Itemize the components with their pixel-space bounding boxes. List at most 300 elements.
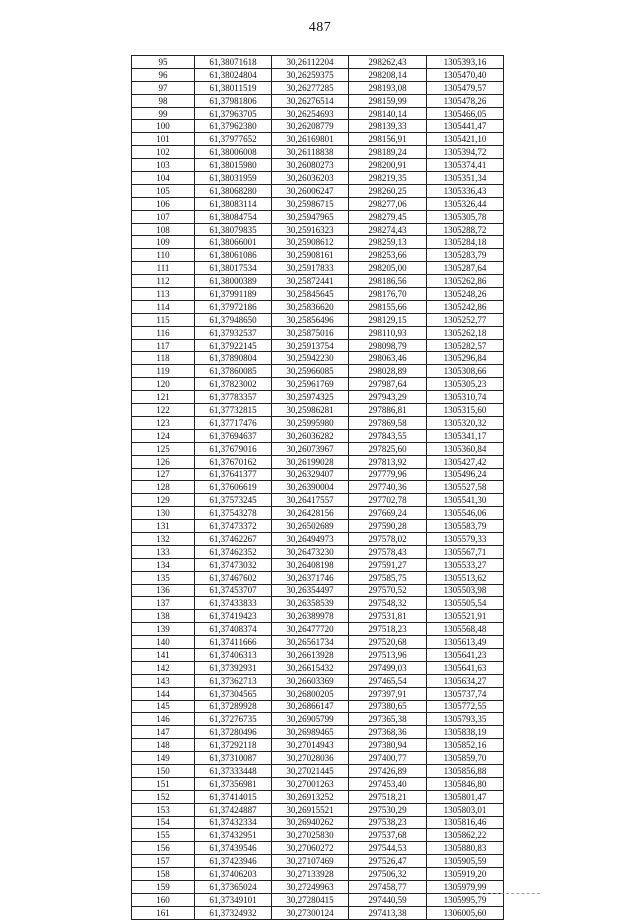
x-coordinate-cell: 298139,33	[349, 120, 427, 133]
longitude-cell: 30,26036203	[272, 172, 349, 185]
longitude-cell: 30,26800205	[272, 687, 349, 700]
latitude-cell: 61,37462267	[195, 532, 272, 545]
point-number-cell: 111	[132, 262, 195, 275]
y-coordinate-cell: 1305262,86	[427, 275, 504, 288]
x-coordinate-cell: 297943,29	[349, 391, 427, 404]
y-coordinate-cell: 1305496,24	[427, 468, 504, 481]
y-coordinate-cell: 1305567,71	[427, 545, 504, 558]
table-row	[132, 507, 504, 520]
point-number-cell: 122	[132, 404, 195, 417]
point-number-cell: 123	[132, 416, 195, 429]
latitude-cell: 61,37414015	[195, 790, 272, 803]
point-number-cell: 96	[132, 68, 195, 81]
x-coordinate-cell: 297548,32	[349, 597, 427, 610]
x-coordinate-cell: 298208,14	[349, 68, 427, 81]
y-coordinate-cell: 1305641,63	[427, 661, 504, 674]
y-coordinate-cell: 1305305,23	[427, 378, 504, 391]
y-coordinate-cell: 1305283,79	[427, 249, 504, 262]
y-coordinate-cell: 1305862,22	[427, 829, 504, 842]
latitude-cell: 61,37963705	[195, 107, 272, 120]
latitude-cell: 61,38011519	[195, 81, 272, 94]
y-coordinate-cell: 1305856,88	[427, 764, 504, 777]
point-number-cell: 109	[132, 236, 195, 249]
table-row	[132, 249, 504, 262]
y-coordinate-cell: 1305315,60	[427, 404, 504, 417]
latitude-cell: 61,37333448	[195, 764, 272, 777]
table-row	[132, 790, 504, 803]
y-coordinate-cell: 1305320,32	[427, 416, 504, 429]
longitude-cell: 30,26199028	[272, 455, 349, 468]
x-coordinate-cell: 298186,56	[349, 275, 427, 288]
y-coordinate-cell: 1305394,72	[427, 146, 504, 159]
longitude-cell: 30,26389978	[272, 610, 349, 623]
y-coordinate-cell: 1305282,57	[427, 339, 504, 352]
table-row	[132, 365, 504, 378]
longitude-cell: 30,26603369	[272, 674, 349, 687]
y-coordinate-cell: 1305421,10	[427, 133, 504, 146]
latitude-cell: 61,37423946	[195, 855, 272, 868]
latitude-cell: 61,37679016	[195, 442, 272, 455]
latitude-cell: 61,37717476	[195, 416, 272, 429]
longitude-cell: 30,26477720	[272, 623, 349, 636]
latitude-cell: 61,37694637	[195, 429, 272, 442]
y-coordinate-cell: 1305919,20	[427, 868, 504, 881]
longitude-cell: 30,27028036	[272, 752, 349, 765]
x-coordinate-cell: 297397,91	[349, 687, 427, 700]
y-coordinate-cell: 1305242,86	[427, 300, 504, 313]
table-row	[132, 610, 504, 623]
point-number-cell: 100	[132, 120, 195, 133]
longitude-cell: 30,26254693	[272, 107, 349, 120]
longitude-cell: 30,26615432	[272, 661, 349, 674]
longitude-cell: 30,27001263	[272, 777, 349, 790]
x-coordinate-cell: 297380,94	[349, 739, 427, 752]
y-coordinate-cell: 1305816,46	[427, 816, 504, 829]
y-coordinate-cell: 1305478,26	[427, 94, 504, 107]
y-coordinate-cell: 1305503,98	[427, 584, 504, 597]
x-coordinate-cell: 297702,78	[349, 494, 427, 507]
y-coordinate-cell: 1305287,64	[427, 262, 504, 275]
x-coordinate-cell: 297843,55	[349, 429, 427, 442]
longitude-cell: 30,26915521	[272, 803, 349, 816]
point-number-cell: 157	[132, 855, 195, 868]
point-number-cell: 119	[132, 365, 195, 378]
table-row	[132, 752, 504, 765]
latitude-cell: 61,38061086	[195, 249, 272, 262]
table-row	[132, 300, 504, 313]
x-coordinate-cell: 298219,35	[349, 172, 427, 185]
longitude-cell: 30,25917833	[272, 262, 349, 275]
x-coordinate-cell: 297538,23	[349, 816, 427, 829]
y-coordinate-cell: 1305613,49	[427, 636, 504, 649]
latitude-cell: 61,37349101	[195, 893, 272, 906]
y-coordinate-cell: 1305284,18	[427, 236, 504, 249]
longitude-cell: 30,26913252	[272, 790, 349, 803]
x-coordinate-cell: 298110,93	[349, 326, 427, 339]
x-coordinate-cell: 297499,03	[349, 661, 427, 674]
longitude-cell: 30,26277285	[272, 81, 349, 94]
table-row	[132, 726, 504, 739]
table-row	[132, 262, 504, 275]
longitude-cell: 30,26408198	[272, 558, 349, 571]
latitude-cell: 61,38071618	[195, 56, 272, 69]
latitude-cell: 61,37473372	[195, 520, 272, 533]
y-coordinate-cell: 1305374,41	[427, 159, 504, 172]
point-number-cell: 148	[132, 739, 195, 752]
point-number-cell: 117	[132, 339, 195, 352]
y-coordinate-cell: 1305336,43	[427, 184, 504, 197]
x-coordinate-cell: 298262,43	[349, 56, 427, 69]
y-coordinate-cell: 1305505,54	[427, 597, 504, 610]
x-coordinate-cell: 298205,00	[349, 262, 427, 275]
latitude-cell: 61,37932537	[195, 326, 272, 339]
point-number-cell: 160	[132, 893, 195, 906]
y-coordinate-cell: 1305541,30	[427, 494, 504, 507]
latitude-cell: 61,37473032	[195, 558, 272, 571]
point-number-cell: 141	[132, 648, 195, 661]
longitude-cell: 30,25986715	[272, 197, 349, 210]
x-coordinate-cell: 298277,06	[349, 197, 427, 210]
table-row	[132, 494, 504, 507]
y-coordinate-cell: 1305310,74	[427, 391, 504, 404]
longitude-cell: 30,26259375	[272, 68, 349, 81]
x-coordinate-cell: 297513,96	[349, 648, 427, 661]
latitude-cell: 61,38000389	[195, 275, 272, 288]
table-row	[132, 107, 504, 120]
y-coordinate-cell: 1305838,19	[427, 726, 504, 739]
longitude-cell: 30,26112204	[272, 56, 349, 69]
table-row	[132, 532, 504, 545]
longitude-cell: 30,25845645	[272, 288, 349, 301]
table-row	[132, 68, 504, 81]
table-row	[132, 210, 504, 223]
longitude-cell: 30,25875016	[272, 326, 349, 339]
x-coordinate-cell: 297869,58	[349, 416, 427, 429]
point-number-cell: 156	[132, 842, 195, 855]
page-edge-mark	[480, 893, 540, 894]
latitude-cell: 61,37392931	[195, 661, 272, 674]
point-number-cell: 118	[132, 352, 195, 365]
point-number-cell: 143	[132, 674, 195, 687]
longitude-cell: 30,27249963	[272, 881, 349, 894]
table-row	[132, 352, 504, 365]
latitude-cell: 61,38015980	[195, 159, 272, 172]
table-row	[132, 713, 504, 726]
table-row	[132, 339, 504, 352]
y-coordinate-cell: 1305248,26	[427, 288, 504, 301]
x-coordinate-cell: 298140,14	[349, 107, 427, 120]
point-number-cell: 145	[132, 700, 195, 713]
y-coordinate-cell: 1305305,78	[427, 210, 504, 223]
y-coordinate-cell: 1305793,35	[427, 713, 504, 726]
latitude-cell: 61,38066001	[195, 236, 272, 249]
table-row	[132, 648, 504, 661]
latitude-cell: 61,37641377	[195, 468, 272, 481]
longitude-cell: 30,27280415	[272, 893, 349, 906]
point-number-cell: 102	[132, 146, 195, 159]
point-number-cell: 144	[132, 687, 195, 700]
y-coordinate-cell: 1305641,23	[427, 648, 504, 661]
latitude-cell: 61,37573245	[195, 494, 272, 507]
x-coordinate-cell: 297578,43	[349, 545, 427, 558]
x-coordinate-cell: 297368,36	[349, 726, 427, 739]
point-number-cell: 108	[132, 223, 195, 236]
y-coordinate-cell: 1305634,27	[427, 674, 504, 687]
latitude-cell: 61,37543278	[195, 507, 272, 520]
point-number-cell: 110	[132, 249, 195, 262]
point-number-cell: 132	[132, 532, 195, 545]
longitude-cell: 30,25974325	[272, 391, 349, 404]
latitude-cell: 61,37972186	[195, 300, 272, 313]
longitude-cell: 30,25947965	[272, 210, 349, 223]
point-number-cell: 152	[132, 790, 195, 803]
table-row	[132, 700, 504, 713]
latitude-cell: 61,37823002	[195, 378, 272, 391]
table-row	[132, 326, 504, 339]
table-row	[132, 739, 504, 752]
point-number-cell: 155	[132, 829, 195, 842]
x-coordinate-cell: 297518,23	[349, 623, 427, 636]
x-coordinate-cell: 297530,29	[349, 803, 427, 816]
table-row	[132, 172, 504, 185]
x-coordinate-cell: 297987,64	[349, 378, 427, 391]
point-number-cell: 98	[132, 94, 195, 107]
x-coordinate-cell: 297400,77	[349, 752, 427, 765]
y-coordinate-cell: 1305880,83	[427, 842, 504, 855]
longitude-cell: 30,25856496	[272, 313, 349, 326]
table-row	[132, 906, 504, 919]
x-coordinate-cell: 298279,45	[349, 210, 427, 223]
longitude-cell: 30,26208779	[272, 120, 349, 133]
table-row	[132, 816, 504, 829]
longitude-cell: 30,25872441	[272, 275, 349, 288]
x-coordinate-cell: 297544,53	[349, 842, 427, 855]
table-row	[132, 133, 504, 146]
table-row	[132, 893, 504, 906]
latitude-cell: 61,37365024	[195, 881, 272, 894]
point-number-cell: 120	[132, 378, 195, 391]
point-number-cell: 127	[132, 468, 195, 481]
y-coordinate-cell: 1305326,44	[427, 197, 504, 210]
y-coordinate-cell: 1305737,74	[427, 687, 504, 700]
point-number-cell: 151	[132, 777, 195, 790]
point-number-cell: 142	[132, 661, 195, 674]
point-number-cell: 136	[132, 584, 195, 597]
x-coordinate-cell: 297591,27	[349, 558, 427, 571]
table-row	[132, 429, 504, 442]
point-number-cell: 107	[132, 210, 195, 223]
y-coordinate-cell: 1305296,84	[427, 352, 504, 365]
longitude-cell: 30,26358539	[272, 597, 349, 610]
table-row	[132, 545, 504, 558]
latitude-cell: 61,38068280	[195, 184, 272, 197]
y-coordinate-cell: 1305995,79	[427, 893, 504, 906]
table-row	[132, 416, 504, 429]
coordinates-table	[131, 55, 504, 920]
latitude-cell: 61,37890804	[195, 352, 272, 365]
latitude-cell: 61,37922145	[195, 339, 272, 352]
point-number-cell: 150	[132, 764, 195, 777]
longitude-cell: 30,27300124	[272, 906, 349, 919]
y-coordinate-cell: 1305351,34	[427, 172, 504, 185]
latitude-cell: 61,37280496	[195, 726, 272, 739]
point-number-cell: 139	[132, 623, 195, 636]
point-number-cell: 129	[132, 494, 195, 507]
latitude-cell: 61,37977652	[195, 133, 272, 146]
point-number-cell: 121	[132, 391, 195, 404]
x-coordinate-cell: 297413,38	[349, 906, 427, 919]
table-row	[132, 223, 504, 236]
x-coordinate-cell: 297426,89	[349, 764, 427, 777]
table-row	[132, 442, 504, 455]
x-coordinate-cell: 297518,21	[349, 790, 427, 803]
y-coordinate-cell: 1305360,84	[427, 442, 504, 455]
x-coordinate-cell: 297585,75	[349, 571, 427, 584]
y-coordinate-cell: 1305479,57	[427, 81, 504, 94]
longitude-cell: 30,25986281	[272, 404, 349, 417]
latitude-cell: 61,38083114	[195, 197, 272, 210]
latitude-cell: 61,38006008	[195, 146, 272, 159]
point-number-cell: 105	[132, 184, 195, 197]
point-number-cell: 113	[132, 288, 195, 301]
x-coordinate-cell: 297458,77	[349, 881, 427, 894]
y-coordinate-cell: 1305546,06	[427, 507, 504, 520]
x-coordinate-cell: 298253,66	[349, 249, 427, 262]
longitude-cell: 30,27133928	[272, 868, 349, 881]
x-coordinate-cell: 298200,91	[349, 159, 427, 172]
point-number-cell: 99	[132, 107, 195, 120]
table-row	[132, 584, 504, 597]
y-coordinate-cell: 1305859,70	[427, 752, 504, 765]
table-row	[132, 855, 504, 868]
table-row	[132, 391, 504, 404]
y-coordinate-cell: 1305441,47	[427, 120, 504, 133]
table-row	[132, 520, 504, 533]
point-number-cell: 130	[132, 507, 195, 520]
x-coordinate-cell: 298159,99	[349, 94, 427, 107]
y-coordinate-cell: 1305513,62	[427, 571, 504, 584]
table-row	[132, 120, 504, 133]
longitude-cell: 30,26006247	[272, 184, 349, 197]
latitude-cell: 61,38084754	[195, 210, 272, 223]
table-row	[132, 184, 504, 197]
point-number-cell: 161	[132, 906, 195, 919]
longitude-cell: 30,25966085	[272, 365, 349, 378]
y-coordinate-cell: 1305579,33	[427, 532, 504, 545]
latitude-cell: 61,37289928	[195, 700, 272, 713]
y-coordinate-cell: 1305905,59	[427, 855, 504, 868]
x-coordinate-cell: 298274,43	[349, 223, 427, 236]
point-number-cell: 115	[132, 313, 195, 326]
longitude-cell: 30,26940262	[272, 816, 349, 829]
y-coordinate-cell: 1305288,72	[427, 223, 504, 236]
table-row	[132, 481, 504, 494]
y-coordinate-cell: 1305583,79	[427, 520, 504, 533]
table-row	[132, 803, 504, 816]
x-coordinate-cell: 297365,38	[349, 713, 427, 726]
y-coordinate-cell: 1305979,99	[427, 881, 504, 894]
x-coordinate-cell: 297813,92	[349, 455, 427, 468]
y-coordinate-cell: 1305470,40	[427, 68, 504, 81]
y-coordinate-cell: 1305533,27	[427, 558, 504, 571]
longitude-cell: 30,25836620	[272, 300, 349, 313]
y-coordinate-cell: 1305803,01	[427, 803, 504, 816]
x-coordinate-cell: 297380,65	[349, 700, 427, 713]
x-coordinate-cell: 297886,81	[349, 404, 427, 417]
point-number-cell: 114	[132, 300, 195, 313]
y-coordinate-cell: 1305521,91	[427, 610, 504, 623]
x-coordinate-cell: 298028,89	[349, 365, 427, 378]
x-coordinate-cell: 298260,25	[349, 184, 427, 197]
x-coordinate-cell: 297578,02	[349, 532, 427, 545]
longitude-cell: 30,26473230	[272, 545, 349, 558]
longitude-cell: 30,25908161	[272, 249, 349, 262]
x-coordinate-cell: 298063,46	[349, 352, 427, 365]
longitude-cell: 30,26118838	[272, 146, 349, 159]
table-row	[132, 764, 504, 777]
longitude-cell: 30,26428156	[272, 507, 349, 520]
longitude-cell: 30,25908612	[272, 236, 349, 249]
y-coordinate-cell: 1306005,60	[427, 906, 504, 919]
latitude-cell: 61,37406203	[195, 868, 272, 881]
longitude-cell: 30,25916323	[272, 223, 349, 236]
table-row	[132, 288, 504, 301]
longitude-cell: 30,25913754	[272, 339, 349, 352]
table-row	[132, 636, 504, 649]
latitude-cell: 61,37304565	[195, 687, 272, 700]
y-coordinate-cell: 1305262,18	[427, 326, 504, 339]
x-coordinate-cell: 298156,91	[349, 133, 427, 146]
table-row	[132, 868, 504, 881]
table-row	[132, 558, 504, 571]
point-number-cell: 128	[132, 481, 195, 494]
table-row	[132, 571, 504, 584]
table-row	[132, 275, 504, 288]
longitude-cell: 30,25995980	[272, 416, 349, 429]
y-coordinate-cell: 1305427,42	[427, 455, 504, 468]
y-coordinate-cell: 1305846,80	[427, 777, 504, 790]
point-number-cell: 138	[132, 610, 195, 623]
longitude-cell: 30,27060272	[272, 842, 349, 855]
point-number-cell: 158	[132, 868, 195, 881]
latitude-cell: 61,37432951	[195, 829, 272, 842]
y-coordinate-cell: 1305341,17	[427, 429, 504, 442]
table-row	[132, 81, 504, 94]
x-coordinate-cell: 297526,47	[349, 855, 427, 868]
latitude-cell: 61,37356981	[195, 777, 272, 790]
table-row	[132, 842, 504, 855]
latitude-cell: 61,38031959	[195, 172, 272, 185]
x-coordinate-cell: 298259,13	[349, 236, 427, 249]
longitude-cell: 30,25961769	[272, 378, 349, 391]
point-number-cell: 149	[132, 752, 195, 765]
table-row	[132, 661, 504, 674]
point-number-cell: 159	[132, 881, 195, 894]
latitude-cell: 61,37732815	[195, 404, 272, 417]
latitude-cell: 61,37432334	[195, 816, 272, 829]
y-coordinate-cell: 1305801,47	[427, 790, 504, 803]
latitude-cell: 61,37310087	[195, 752, 272, 765]
y-coordinate-cell: 1305308,66	[427, 365, 504, 378]
latitude-cell: 61,37406313	[195, 648, 272, 661]
coordinates-table-body	[132, 56, 504, 920]
x-coordinate-cell: 297590,28	[349, 520, 427, 533]
table-row	[132, 313, 504, 326]
y-coordinate-cell: 1305852,16	[427, 739, 504, 752]
x-coordinate-cell: 298155,66	[349, 300, 427, 313]
x-coordinate-cell: 297825,60	[349, 442, 427, 455]
latitude-cell: 61,37981806	[195, 94, 272, 107]
